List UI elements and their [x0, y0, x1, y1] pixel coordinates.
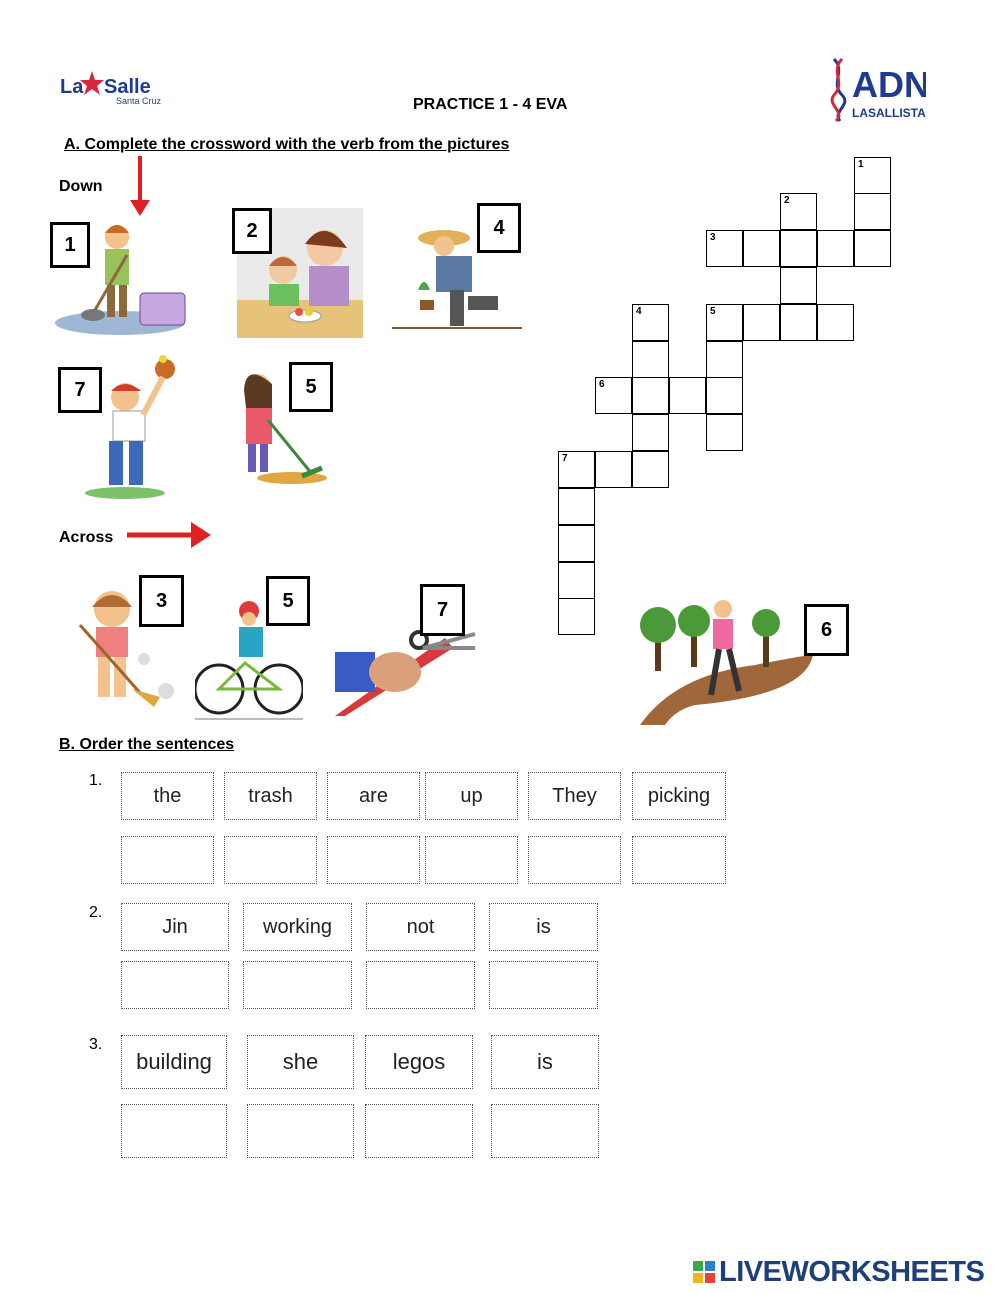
picture-number-3-across: 3: [139, 575, 184, 627]
picture-cutting: [335, 628, 480, 723]
crossword-cell[interactable]: [817, 230, 854, 267]
picture-number-6-across: 6: [804, 604, 849, 656]
picture-number-5-across: 5: [266, 576, 310, 626]
word-tile[interactable]: are: [327, 772, 420, 820]
liveworksheets-brand: [693, 1256, 984, 1289]
crossword-cell[interactable]: [595, 377, 632, 414]
answer-slot[interactable]: [121, 836, 214, 884]
crossword-cell[interactable]: [854, 157, 891, 194]
svg-text:ADN: ADN: [852, 64, 926, 105]
word-tile[interactable]: not: [366, 903, 475, 951]
clue-number-2: 2: [784, 195, 790, 206]
word-tile[interactable]: the: [121, 772, 214, 820]
crossword-cell[interactable]: [780, 230, 817, 267]
crossword-cell[interactable]: [706, 304, 743, 341]
picture-number-1: 1: [50, 222, 90, 268]
answer-slot[interactable]: [121, 1104, 227, 1158]
crossword-cell[interactable]: [854, 193, 891, 230]
word-tile[interactable]: They: [528, 772, 621, 820]
adn-lasallista-logo: [826, 55, 926, 125]
word-tile[interactable]: trash: [224, 772, 317, 820]
crossword-cell[interactable]: [706, 341, 743, 378]
crossword-cell[interactable]: [558, 562, 595, 599]
clue-number-5: 5: [710, 306, 716, 317]
clue-number-6: 6: [599, 379, 605, 390]
picture-number-4: 4: [477, 203, 521, 253]
answer-slot[interactable]: [491, 1104, 599, 1158]
answer-slot[interactable]: [224, 836, 317, 884]
svg-text:Salle: Salle: [104, 76, 151, 98]
word-tile[interactable]: is: [489, 903, 598, 951]
answer-slot[interactable]: [528, 836, 621, 884]
picture-number-7-down: 7: [58, 367, 102, 413]
across-label: Across: [59, 529, 114, 546]
picture-number-7-across: 7: [420, 584, 465, 636]
down-label: Down: [59, 178, 103, 195]
liveworksheets-icon: [693, 1259, 717, 1287]
section-b-heading: B. Order the sentences: [59, 736, 235, 753]
crossword-cell[interactable]: [780, 193, 817, 230]
crossword-cell[interactable]: [558, 451, 595, 488]
crossword-cell[interactable]: [558, 525, 595, 562]
la-salle-logo: [60, 65, 170, 105]
picture-number-2: 2: [232, 208, 272, 254]
answer-slot[interactable]: [247, 1104, 354, 1158]
word-tile[interactable]: up: [425, 772, 518, 820]
answer-slot[interactable]: [425, 836, 518, 884]
crossword-cell[interactable]: [558, 488, 595, 525]
crossword-cell[interactable]: [780, 267, 817, 304]
word-tile[interactable]: Jin: [121, 903, 229, 951]
question-number-2: 2.: [89, 904, 103, 921]
crossword-cell[interactable]: [632, 414, 669, 451]
word-tile[interactable]: legos: [365, 1035, 473, 1089]
crossword-cell[interactable]: [743, 304, 780, 341]
word-tile[interactable]: building: [121, 1035, 227, 1089]
down-arrow-icon: [128, 156, 152, 223]
crossword-cell[interactable]: [706, 230, 743, 267]
word-tile[interactable]: is: [491, 1035, 599, 1089]
picture-jogging: [635, 595, 815, 730]
answer-slot[interactable]: [121, 961, 229, 1009]
answer-slot[interactable]: [632, 836, 726, 884]
crossword-cell[interactable]: [743, 230, 780, 267]
clue-number-4: 4: [636, 306, 642, 317]
crossword-cell[interactable]: [595, 451, 632, 488]
clue-number-3: 3: [710, 232, 716, 243]
liveworksheets-text: LIVEWORKSHEETS: [719, 1256, 985, 1288]
question-number-1: 1.: [89, 772, 103, 789]
answer-slot[interactable]: [366, 961, 475, 1009]
clue-number-1: 1: [858, 159, 864, 170]
svg-text:La: La: [60, 76, 84, 98]
word-tile[interactable]: she: [247, 1035, 354, 1089]
crossword-cell[interactable]: [632, 341, 669, 378]
crossword-cell[interactable]: [669, 377, 706, 414]
question-number-3: 3.: [89, 1036, 103, 1053]
crossword-cell[interactable]: [817, 304, 854, 341]
clue-number-7: 7: [562, 453, 568, 464]
crossword-cell[interactable]: [780, 304, 817, 341]
svg-text:Santa Cruz: Santa Cruz: [116, 96, 162, 106]
crossword-cell[interactable]: [632, 451, 669, 488]
crossword-cell[interactable]: [632, 377, 669, 414]
section-a-heading: A. Complete the crossword with the verb from the pictures: [64, 136, 510, 153]
answer-slot[interactable]: [243, 961, 352, 1009]
answer-slot[interactable]: [365, 1104, 473, 1158]
across-arrow-icon: [127, 518, 213, 557]
svg-text:LASALLISTA: LASALLISTA: [852, 106, 926, 120]
crossword-cell[interactable]: [706, 377, 743, 414]
page-title: PRACTICE 1 - 4 EVA: [413, 96, 568, 113]
answer-slot[interactable]: [327, 836, 420, 884]
crossword-cell[interactable]: [558, 598, 595, 635]
crossword-cell[interactable]: [706, 414, 743, 451]
crossword-cell[interactable]: [632, 304, 669, 341]
word-tile[interactable]: picking: [632, 772, 726, 820]
answer-slot[interactable]: [489, 961, 598, 1009]
word-tile[interactable]: working: [243, 903, 352, 951]
picture-number-5-down: 5: [289, 362, 333, 412]
crossword-cell[interactable]: [854, 230, 891, 267]
